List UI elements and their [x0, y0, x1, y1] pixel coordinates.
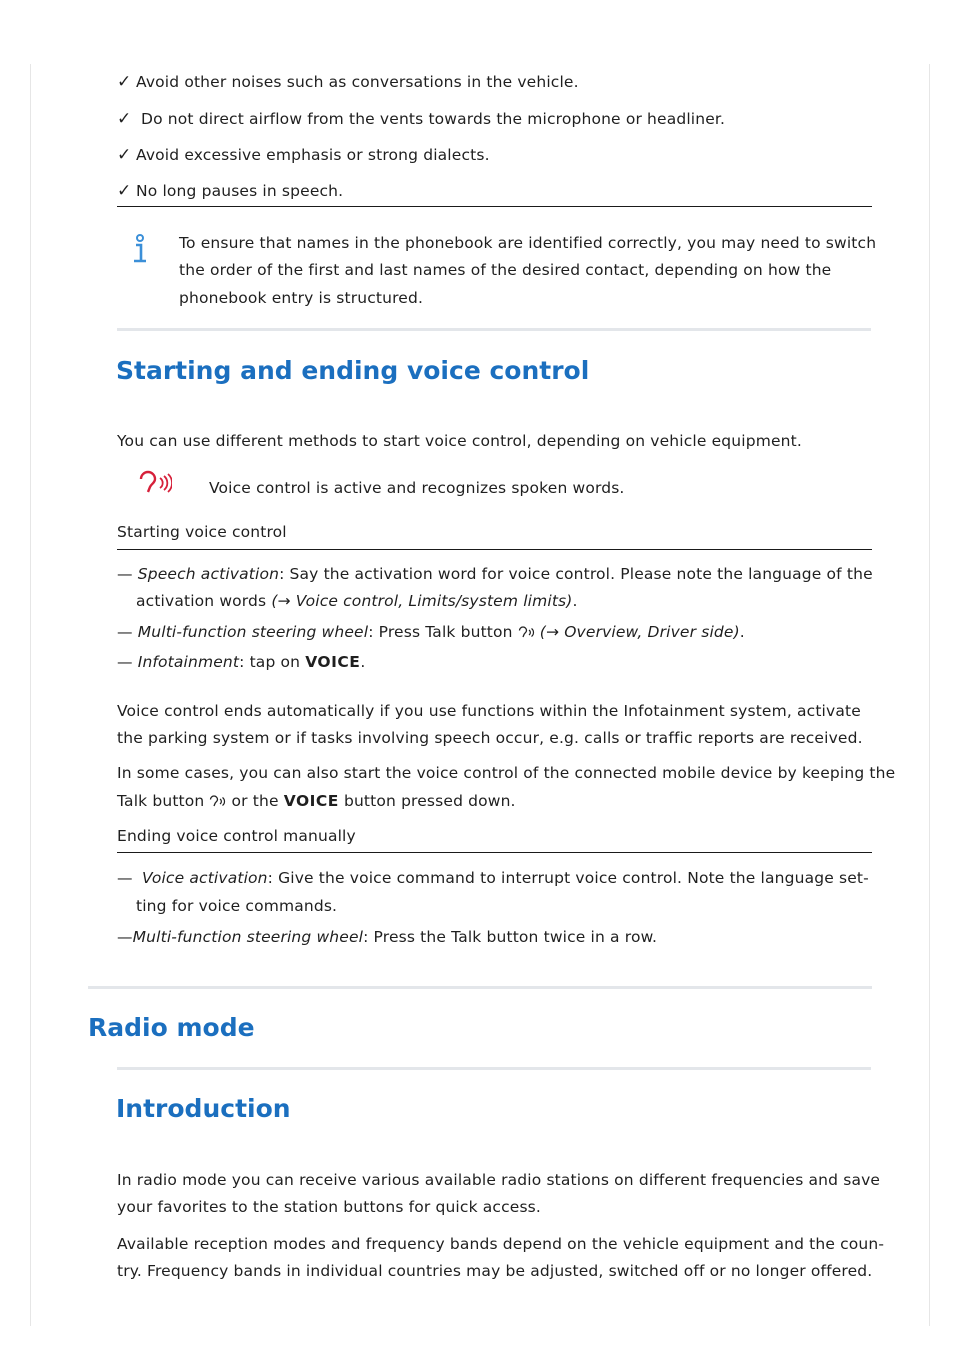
item-label: Multi-function steering wheel: [137, 623, 369, 641]
divider: [117, 852, 872, 853]
section-divider: [117, 328, 871, 331]
item-text: : Say the activation word for voice control. Please note the language of the: [279, 565, 873, 583]
page-margin-left: [30, 64, 31, 1326]
voice-keyword: VOICE: [305, 653, 361, 671]
item-text: or the: [226, 792, 284, 810]
item-text: : Press Talk button: [368, 623, 518, 641]
talk-button-icon: [209, 794, 226, 808]
checklist-item: Avoid excessive emphasis or strong dialects.: [136, 146, 490, 164]
dash: —: [117, 565, 133, 583]
period: .: [739, 623, 745, 641]
check-icon: ✓: [117, 181, 132, 201]
symbol-description: Voice control is active and recognizes spoken words.: [209, 479, 625, 497]
item-label: Speech activation: [137, 565, 280, 583]
paragraph: try. Frequency bands in individual countries may be adjusted, switched off or no longer offered.: [117, 1262, 873, 1280]
divider: [117, 206, 872, 207]
item-text: Talk button: [117, 792, 210, 810]
checklist-item: No long pauses in speech.: [136, 182, 344, 200]
check-icon: ✓: [117, 72, 132, 92]
item-label: Voice activation: [142, 869, 268, 887]
paragraph: Available reception modes and frequency bands depend on the vehicle equipment and the coun-: [117, 1235, 885, 1253]
voice-keyword: VOICE: [283, 792, 339, 810]
item-label: Infotainment: [137, 653, 240, 671]
info-icon: [131, 234, 149, 264]
cross-reference: (→ Overview, Driver side): [539, 623, 740, 641]
list-item: [117, 648, 365, 676]
paragraph: your favorites to the station buttons for quick access.: [117, 1198, 541, 1216]
paragraph: Voice control ends automatically if you use functions within the Infotainment system, activate: [117, 702, 861, 720]
checklist-item: Avoid other noises such as conversations in the vehicle.: [136, 73, 579, 91]
item-text: : Press the Talk button twice in a row.: [363, 928, 658, 946]
check-icon: ✓: [117, 145, 132, 165]
check-icon: ✓: [117, 109, 132, 129]
period: .: [572, 592, 578, 610]
section-divider: [117, 1067, 871, 1070]
note-text: phonebook entry is structured.: [179, 289, 424, 307]
intro-text: You can use different methods to start voice control, depending on vehicle equipment.: [117, 432, 802, 450]
paragraph: In radio mode you can receive various available radio stations on different frequencies and save: [117, 1171, 881, 1189]
list-item: [117, 864, 869, 892]
list-item-continuation: [136, 587, 578, 615]
paragraph: In some cases, you can also start the voice control of the connected mobile device by keeping the: [117, 764, 896, 782]
talk-button-icon: [518, 625, 535, 639]
list-item: [117, 560, 873, 588]
paragraph: the parking system or if tasks involving speech occur, e.g. calls or traffic reports are received.: [117, 729, 863, 747]
subsection-title: Ending voice control manually: [117, 827, 356, 845]
dash: —: [117, 928, 133, 946]
list-item: [117, 923, 657, 951]
item-text: button pressed down.: [338, 792, 516, 810]
item-text: activation words: [136, 592, 272, 610]
list-item: [117, 618, 745, 646]
section-heading: Starting and ending voice control: [116, 356, 590, 385]
dash: —: [117, 623, 133, 641]
section-heading: Introduction: [116, 1094, 291, 1123]
chapter-heading: Radio mode: [88, 1013, 255, 1042]
note-text: the order of the first and last names of the desired contact, depending on how the: [179, 261, 832, 279]
page-margin-right: [929, 64, 930, 1326]
checklist-item: Do not direct airflow from the vents towards the microphone or headliner.: [141, 110, 726, 128]
period: .: [360, 653, 366, 671]
cross-reference: (→ Voice control, Limits/system limits): [271, 592, 573, 610]
item-text: : Give the voice command to interrupt voice control. Note the language set-: [267, 869, 869, 887]
subsection-title: Starting voice control: [117, 523, 287, 541]
item-label: Multi-function steering wheel: [132, 928, 364, 946]
item-text: : tap on: [239, 653, 306, 671]
list-item-continuation: ting for voice commands.: [136, 897, 338, 915]
paragraph: [117, 787, 516, 815]
divider: [117, 549, 872, 550]
note-text: To ensure that names in the phonebook are identified correctly, you may need to switch: [179, 234, 877, 252]
dash: —: [117, 653, 133, 671]
section-divider: [88, 986, 872, 989]
talk-button-icon: [138, 470, 172, 494]
dash: —: [117, 869, 133, 887]
